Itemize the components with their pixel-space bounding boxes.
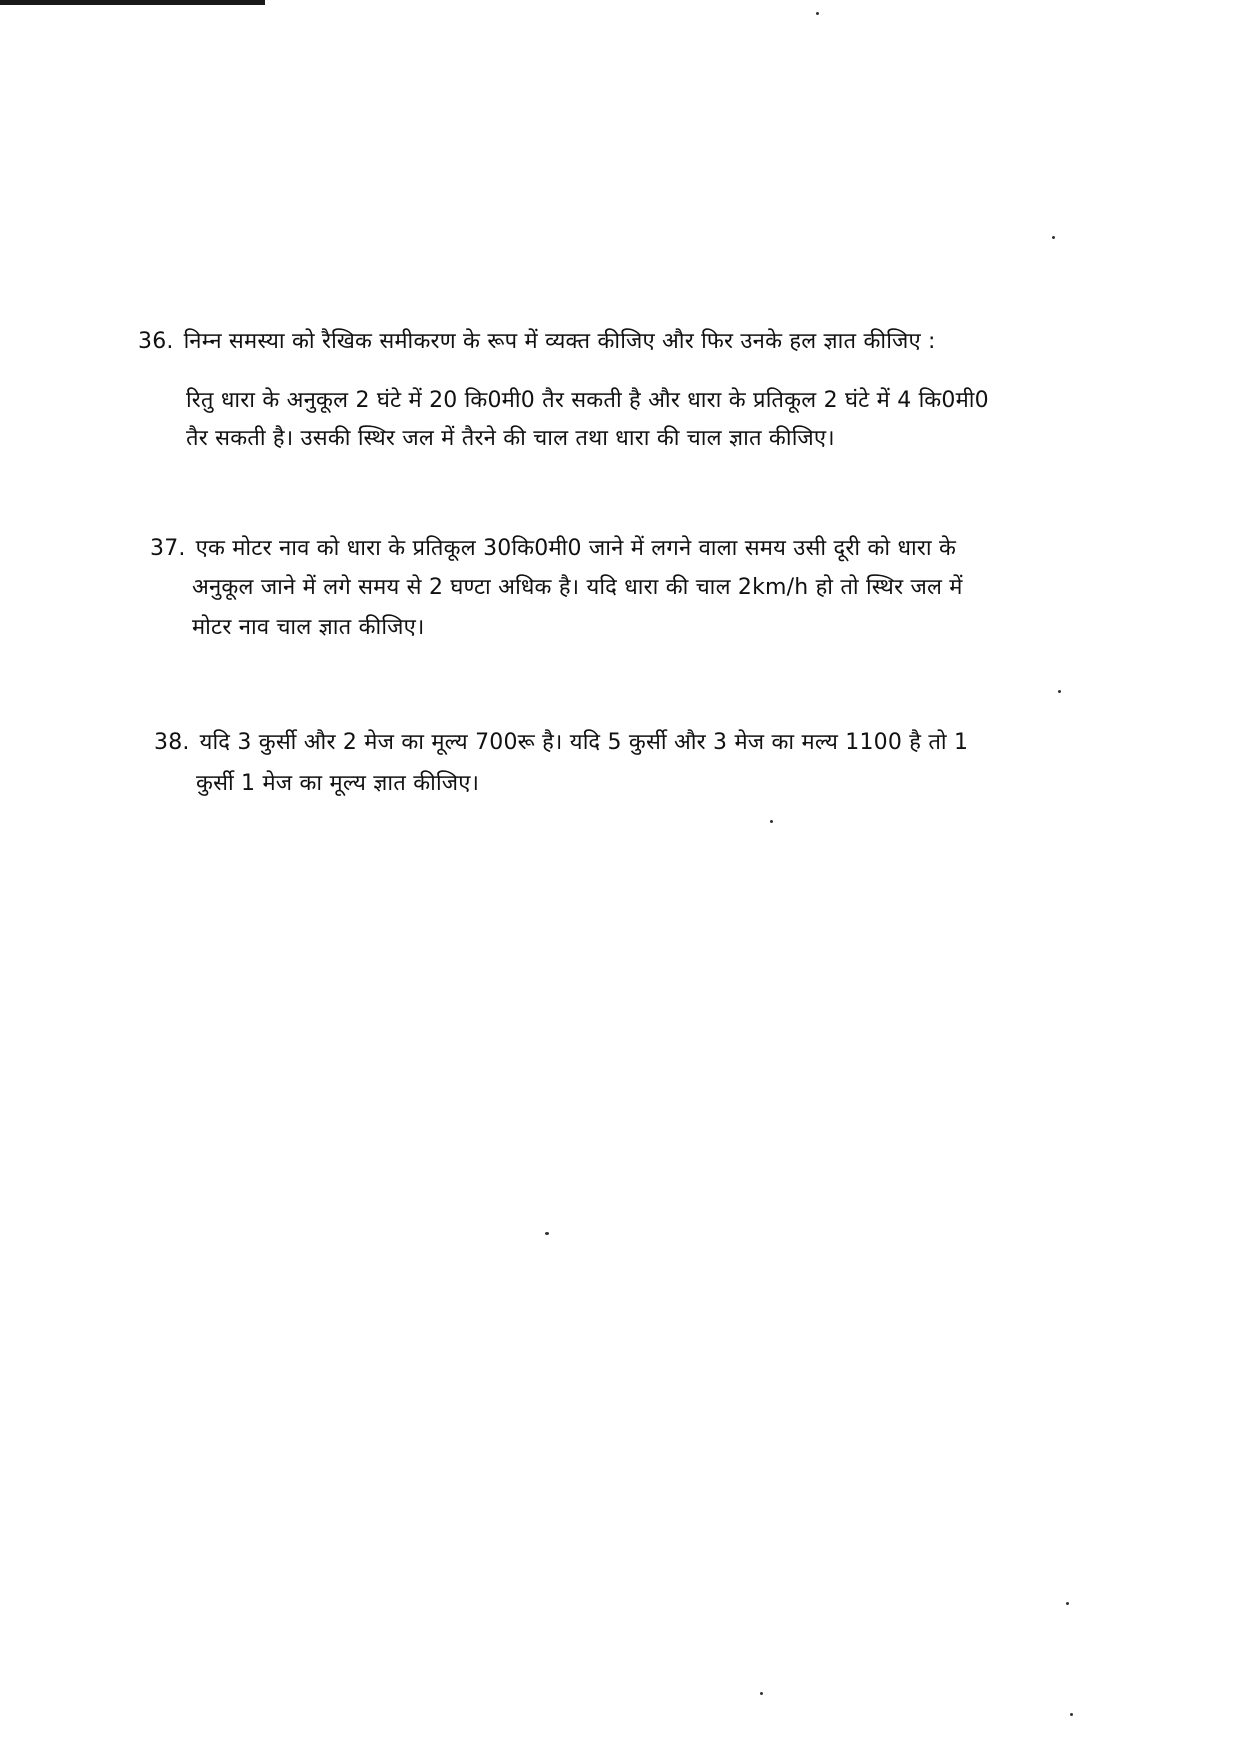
question-text: एक मोटर नाव को धारा के प्रतिकूल 30कि0मी0 जाने में लगने वाला समय उसी दूरी को धारा के bbox=[195, 536, 957, 561]
question-number: 37. bbox=[150, 536, 186, 561]
question-37-line-3: मोटर नाव चाल ज्ञात कीजिए। bbox=[192, 615, 425, 640]
question-number: 38. bbox=[154, 730, 190, 755]
question-36-heading-line bbox=[138, 326, 936, 358]
question-36-line-2: तैर सकती है। उसकी स्थिर जल में तैरने की चाल तथा धारा की चाल ज्ञात कीजिए। bbox=[186, 426, 835, 451]
scan-speck bbox=[770, 820, 773, 823]
scan-speck bbox=[1052, 236, 1055, 239]
question-37-line-1 bbox=[150, 533, 956, 565]
scan-speck bbox=[1058, 690, 1061, 693]
question-heading: निम्न समस्या को रैखिक समीकरण के रूप में व्यक्त कीजिए और फिर उनके हल ज्ञात कीजिए : bbox=[183, 329, 936, 354]
scan-speck bbox=[760, 1692, 763, 1695]
scan-speck bbox=[545, 1232, 549, 1235]
scan-speck bbox=[1066, 1602, 1069, 1605]
question-38-line-1 bbox=[154, 727, 968, 759]
question-text: यदि 3 कुर्सी और 2 मेज का मूल्य 700रू है। यदि 5 कुर्सी और 3 मेज का मल्य 1100 है तो 1 bbox=[199, 730, 969, 755]
question-38-line-2: कुर्सी 1 मेज का मूल्य ज्ञात कीजिए। bbox=[196, 771, 480, 796]
scan-speck bbox=[816, 12, 819, 15]
scan-speck bbox=[1070, 1713, 1073, 1716]
question-number: 36. bbox=[138, 329, 174, 354]
scan-edge-mark bbox=[0, 0, 265, 5]
question-36-line-1: रितु धारा के अनुकूल 2 घंटे में 20 कि0मी0 तैर सकती है और धारा के प्रतिकूल 2 घंटे में 4 कि0मी0 bbox=[186, 388, 989, 413]
question-37-line-2: अनुकूल जाने में लगे समय से 2 घण्टा अधिक है। यदि धारा की चाल 2km/h हो तो स्थिर जल में bbox=[192, 575, 963, 600]
